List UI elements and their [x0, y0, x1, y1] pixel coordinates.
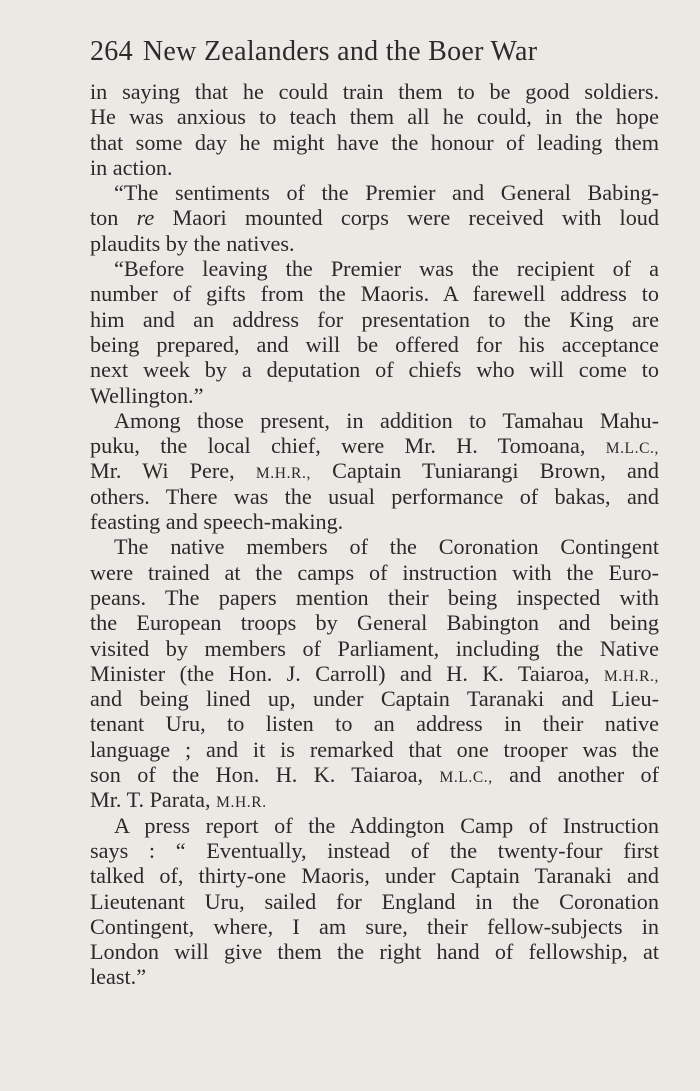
text-line: least.” [90, 964, 147, 990]
text-run: Mr. Wi Pere, [90, 458, 256, 484]
title-abbreviation: M.L.C., [605, 440, 659, 458]
text-line: says : “ Eventually, instead of the twenty-four first [90, 837, 659, 863]
text-line: Among those present, in addition to Tamahau Mahu- [114, 407, 659, 433]
text-line: “The sentiments of the Premier and General Babing- [114, 180, 659, 206]
text-line [90, 661, 659, 686]
text-line: next week by a deputation of chiefs who will come to [90, 357, 659, 383]
text-line: “Before leaving the Premier was the recipient of a [114, 256, 659, 282]
text-line: London will give them the right hand of fellowship, at [90, 939, 659, 965]
text-line: number of gifts from the Maoris. A farewell address to [90, 281, 659, 307]
text-line [90, 458, 659, 483]
text-run: Maori mounted corps were received with loud [154, 205, 659, 231]
text-line: visited by members of Parliament, including the Native [90, 635, 659, 661]
text-line: Contingent, where, I am sure, their fellow-subjects in [90, 913, 659, 939]
page-number: 264 [90, 36, 133, 67]
running-title: New Zealanders and the Boer War [142, 36, 538, 67]
text-run: Mr. T. Parata, [90, 787, 217, 813]
text-line: and being lined up, under Captain Taranaki and Lieu- [90, 686, 659, 712]
italic-term: re [136, 205, 155, 231]
text-line: language ; and it is remarked that one trooper was the [90, 736, 659, 762]
body-text [90, 79, 659, 990]
text-run: son of the Hon. H. K. Taiaroa, [90, 762, 440, 788]
text-line: in saying that he could train them to be good soldiers. [90, 79, 659, 104]
text-line [90, 433, 659, 458]
title-abbreviation: M.H.R. [216, 794, 267, 812]
text-run: puku, the local chief, were Mr. H. Tomoana, [90, 433, 606, 459]
text-line: Lieutenant Uru, sailed for England in the Coronation [90, 888, 659, 914]
running-header [90, 36, 665, 68]
text-line: being prepared, and will be offered for his acceptance [90, 331, 659, 357]
text-line: tenant Uru, to listen to an address in their native [90, 711, 659, 737]
text-line: talked of, thirty-one Maoris, under Captain Taranaki and [90, 863, 659, 889]
text-line: the European troops by General Babington and being [90, 610, 659, 636]
title-abbreviation: M.H.R., [603, 667, 659, 685]
text-run: and another of [492, 762, 659, 788]
text-line: peans. The papers mention their being inspected with [90, 584, 659, 610]
text-run: Captain Tuniarangi Brown, and [310, 458, 659, 484]
text-line: feasting and speech-making. [90, 509, 344, 535]
title-abbreviation: M.H.R., [255, 465, 311, 483]
title-abbreviation: M.L.C., [439, 769, 493, 787]
text-line [90, 205, 659, 230]
text-line: plaudits by the natives. [90, 230, 295, 256]
text-line: that some day he might have the honour of leading them [90, 129, 659, 155]
text-line: Wellington.” [90, 382, 204, 408]
text-line [90, 762, 659, 787]
text-run: ton [90, 205, 137, 231]
text-line: A press report of the Addington Camp of Instruction [114, 812, 659, 838]
text-line: in action. [90, 154, 173, 180]
text-line: He was anxious to teach them all he could, in the hope [90, 104, 659, 130]
text-line [90, 787, 659, 812]
text-line: others. There was the usual performance of bakas, and [90, 483, 659, 509]
text-run: Minister (the Hon. J. Carroll) and H. K. Taiaroa, [90, 660, 604, 686]
text-line: were trained at the camps of instruction with the Euro- [90, 559, 659, 585]
text-line: him and an address for presentation to the King are [90, 306, 659, 332]
text-line: The native members of the Coronation Contingent [114, 534, 659, 560]
